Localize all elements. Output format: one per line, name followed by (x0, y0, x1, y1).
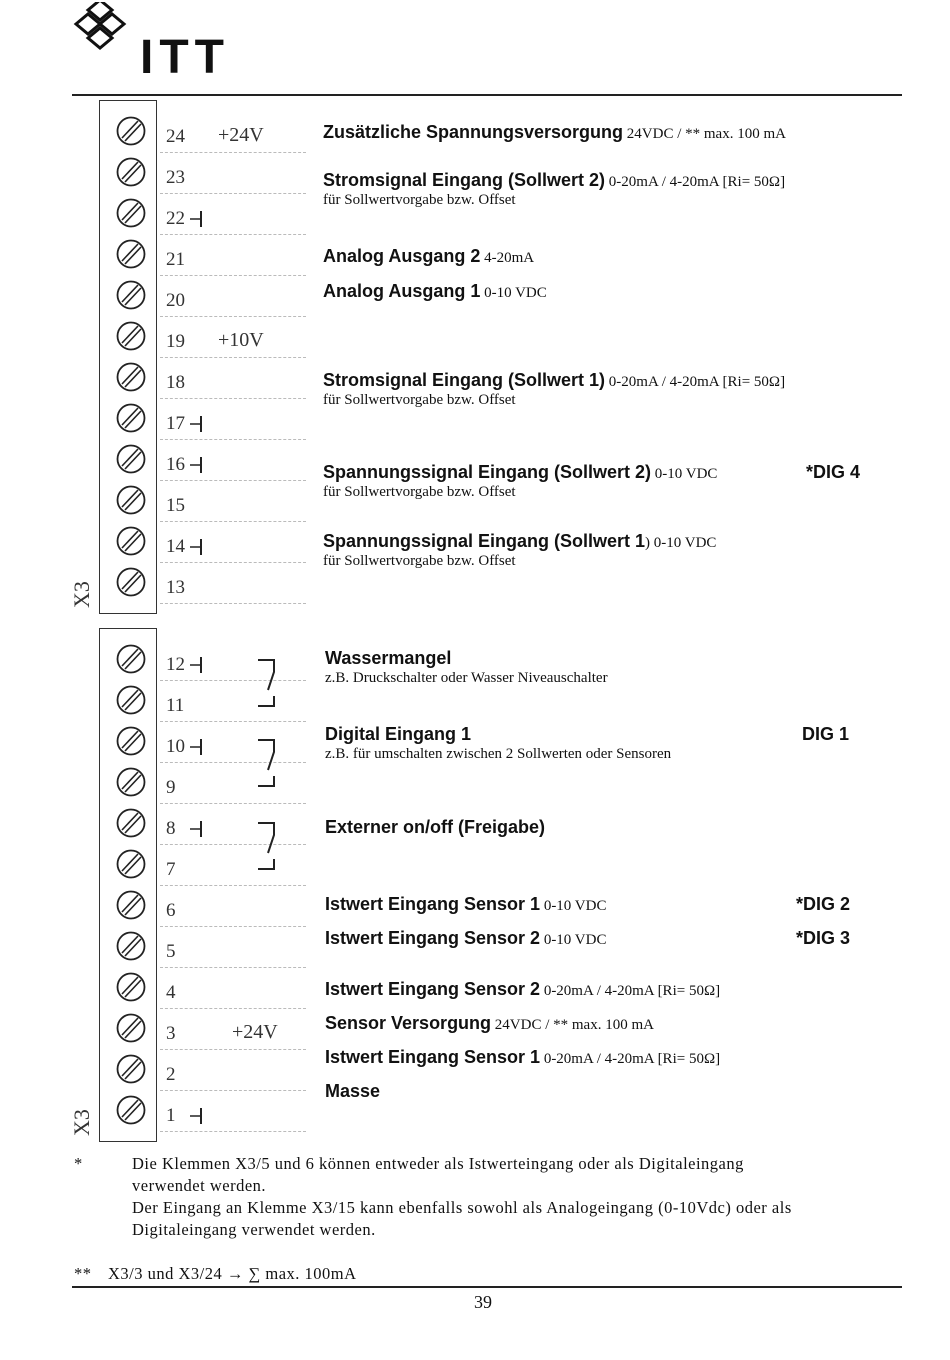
screw-terminal-icon (116, 644, 144, 672)
terminal-divider (160, 603, 306, 604)
terminal-number: 1 (166, 1105, 176, 1126)
terminal-divider (160, 152, 306, 153)
screw-terminal-icon (116, 444, 144, 472)
ground-symbol-icon (188, 209, 206, 229)
description-subtext: für Sollwertvorgabe bzw. Offset (323, 392, 516, 408)
ground-symbol-icon (188, 819, 206, 839)
screw-terminal-icon (116, 116, 144, 144)
terminal-number: 2 (166, 1064, 176, 1085)
digital-input-tag: *DIG 4 (806, 462, 861, 482)
terminal-divider (160, 967, 306, 968)
footnote-star-mark: * (74, 1154, 83, 1173)
terminal-divider (160, 1049, 306, 1050)
terminal-number: 15 (166, 495, 185, 516)
screw-terminal-icon (116, 567, 144, 595)
terminal-description (323, 370, 785, 409)
digital-input-tag: *DIG 2 (796, 894, 851, 914)
terminal-number: 18 (166, 372, 185, 393)
description-subtext: für Sollwertvorgabe bzw. Offset (323, 484, 516, 500)
terminal-number: 13 (166, 577, 185, 598)
terminal-number: 10 (166, 736, 185, 757)
screw-terminal-icon (116, 526, 144, 554)
screw-terminal-icon (116, 157, 144, 185)
terminal-number: 21 (166, 249, 185, 270)
terminal-description (325, 928, 606, 949)
terminal-description (323, 531, 716, 570)
terminal-block-bottom (60, 626, 320, 1146)
screw-terminal-icon (116, 239, 144, 267)
description-title: Analog Ausgang 1 (323, 281, 481, 301)
description-title: Zusätzliche Spannungsversorgung (323, 122, 624, 142)
description-detail: 0-20mA / 4-20mA [Ri= 50Ω] (540, 983, 721, 999)
terminal-description (325, 648, 608, 687)
terminal-number: 3 (166, 1023, 176, 1044)
description-detail: 0-10 VDC (480, 285, 547, 301)
description-detail: 24VDC / ** max. 100 mA (491, 1017, 654, 1033)
screw-terminal-icon (116, 1054, 144, 1082)
brand-name: ITT (140, 31, 230, 84)
description-title: Wassermangel (325, 648, 452, 668)
footnote-line: Digitaleingang verwendet werden. (132, 1220, 376, 1239)
footnote-dstar: X3/3 und X3/24 → ∑ max. 100mA (108, 1264, 357, 1283)
description-subtext: für Sollwertvorgabe bzw. Offset (323, 553, 516, 569)
description-detail: 4-20mA (480, 250, 535, 266)
terminal-block-top (60, 98, 320, 618)
terminal-description (325, 1081, 380, 1102)
screw-terminal-icon (116, 1013, 144, 1041)
terminal-description (323, 122, 786, 143)
description-title: Masse (325, 1081, 381, 1101)
footnote-line: Der Eingang an Klemme X3/15 kann ebenfalls sowohl als Analogeingang (0-10Vdc) oder als (132, 1198, 792, 1217)
terminal-number: 6 (166, 900, 176, 921)
terminal-voltage: +10V (218, 329, 264, 351)
description-subtext: z.B. für umschalten zwischen 2 Sollwerten oder Sensoren (325, 746, 672, 762)
terminal-description (325, 1013, 654, 1034)
footnote-line: verwendet werden. (132, 1176, 267, 1195)
screw-terminal-icon (116, 403, 144, 431)
description-detail: 0-20mA / 4-20mA [Ri= 50Ω] (605, 174, 786, 190)
terminal-number: 19 (166, 331, 185, 352)
terminal-description (325, 817, 545, 838)
footnote-dstar-mark: ** (74, 1264, 92, 1283)
digital-input-tag: DIG 1 (802, 724, 850, 744)
digital-input-tag: *DIG 3 (796, 928, 851, 948)
description-title: Istwert Eingang Sensor 2 (325, 928, 541, 948)
terminal-divider (160, 721, 306, 722)
terminal-block-label: X3 (69, 581, 94, 608)
terminal-number: 12 (166, 654, 185, 675)
screw-terminal-icon (116, 685, 144, 713)
switch-contact-icon (256, 736, 286, 796)
screw-terminal-icon (116, 972, 144, 1000)
ground-symbol-icon (188, 1106, 206, 1126)
terminal-divider (160, 357, 306, 358)
terminal-description (323, 462, 717, 501)
ground-symbol-icon (188, 655, 206, 675)
header-rule (72, 94, 902, 96)
terminal-voltage: +24V (218, 124, 264, 146)
description-detail: 0-10 VDC (651, 466, 718, 482)
ground-symbol-icon (188, 414, 206, 434)
terminal-divider (160, 480, 306, 481)
terminal-description (323, 246, 534, 267)
terminal-divider (160, 803, 306, 804)
terminal-number: 5 (166, 941, 176, 962)
description-title: Stromsignal Eingang (Sollwert 2) (323, 170, 606, 190)
terminal-divider (160, 1008, 306, 1009)
terminal-description (323, 170, 785, 209)
terminal-number: 14 (166, 536, 185, 557)
terminal-description (325, 979, 720, 1000)
screw-terminal-icon (116, 767, 144, 795)
description-detail: ) 0-10 VDC (645, 535, 717, 551)
screw-terminal-icon (116, 198, 144, 226)
terminal-divider (160, 439, 306, 440)
description-detail: 0-20mA / 4-20mA [Ri= 50Ω] (605, 374, 786, 390)
screw-terminal-icon (116, 362, 144, 390)
screw-terminal-icon (116, 726, 144, 754)
screw-terminal-icon (116, 849, 144, 877)
screw-terminal-icon (116, 321, 144, 349)
footnote-line: Die Klemmen X3/5 und 6 können entweder als Istwerteingang oder als Digitaleingang (132, 1154, 744, 1173)
company-logo (72, 2, 142, 60)
description-title: Analog Ausgang 2 (323, 246, 481, 266)
terminal-number: 9 (166, 777, 176, 798)
footnote-star (132, 1153, 922, 1241)
itt-logo-icon (72, 2, 142, 60)
description-detail: 24VDC / ** max. 100 mA (623, 126, 786, 142)
terminal-divider (160, 398, 306, 399)
terminal-divider (160, 193, 306, 194)
terminal-description (323, 281, 547, 302)
description-detail: 0-10 VDC (540, 898, 607, 914)
terminal-number: 17 (166, 413, 185, 434)
footer-rule (72, 1286, 902, 1288)
ground-symbol-icon (188, 537, 206, 557)
terminal-number: 7 (166, 859, 176, 880)
terminal-number: 20 (166, 290, 185, 311)
terminal-divider (160, 926, 306, 927)
terminal-number: 24 (166, 126, 185, 147)
screw-terminal-icon (116, 1095, 144, 1123)
description-detail: 0-20mA / 4-20mA [Ri= 50Ω] (540, 1051, 721, 1067)
terminal-description (325, 724, 671, 763)
terminal-number: 4 (166, 982, 176, 1003)
terminal-number: 8 (166, 818, 176, 839)
description-title: Stromsignal Eingang (Sollwert 1) (323, 370, 606, 390)
terminal-divider (160, 521, 306, 522)
terminal-number: 22 (166, 208, 185, 229)
terminal-number: 23 (166, 167, 185, 188)
terminal-divider (160, 885, 306, 886)
ground-symbol-icon (188, 737, 206, 757)
description-title: Digital Eingang 1 (325, 724, 472, 744)
terminal-divider (160, 234, 306, 235)
page-number: 39 (474, 1292, 492, 1312)
terminal-divider (160, 1090, 306, 1091)
terminal-description (325, 1047, 720, 1068)
description-title: Istwert Eingang Sensor 2 (325, 979, 541, 999)
screw-terminal-icon (116, 280, 144, 308)
description-title: Spannungssignal Eingang (Sollwert 2) (323, 462, 652, 482)
screw-terminal-icon (116, 485, 144, 513)
screw-terminal-icon (116, 890, 144, 918)
description-subtext: für Sollwertvorgabe bzw. Offset (323, 192, 516, 208)
terminal-voltage: +24V (232, 1021, 278, 1043)
switch-contact-icon (256, 656, 286, 716)
terminal-block-label: X3 (69, 1109, 94, 1136)
description-subtext: z.B. Druckschalter oder Wasser Niveauschalter (325, 670, 608, 686)
terminal-number: 11 (166, 695, 185, 716)
description-title: Sensor Versorgung (325, 1013, 492, 1033)
terminal-divider (160, 316, 306, 317)
ground-symbol-icon (188, 455, 206, 475)
terminal-divider (160, 275, 306, 276)
switch-contact-icon (256, 819, 286, 879)
terminal-number: 16 (166, 454, 185, 475)
terminal-description (325, 894, 606, 915)
description-detail: 0-10 VDC (540, 932, 607, 948)
terminal-divider (160, 562, 306, 563)
description-title: Istwert Eingang Sensor 1 (325, 1047, 541, 1067)
description-title: Spannungssignal Eingang (Sollwert 1 (323, 531, 646, 551)
terminal-divider (160, 1131, 306, 1132)
description-title: Istwert Eingang Sensor 1 (325, 894, 541, 914)
screw-terminal-icon (116, 808, 144, 836)
screw-terminal-icon (116, 931, 144, 959)
description-title: Externer on/off (Freigabe) (325, 817, 546, 837)
